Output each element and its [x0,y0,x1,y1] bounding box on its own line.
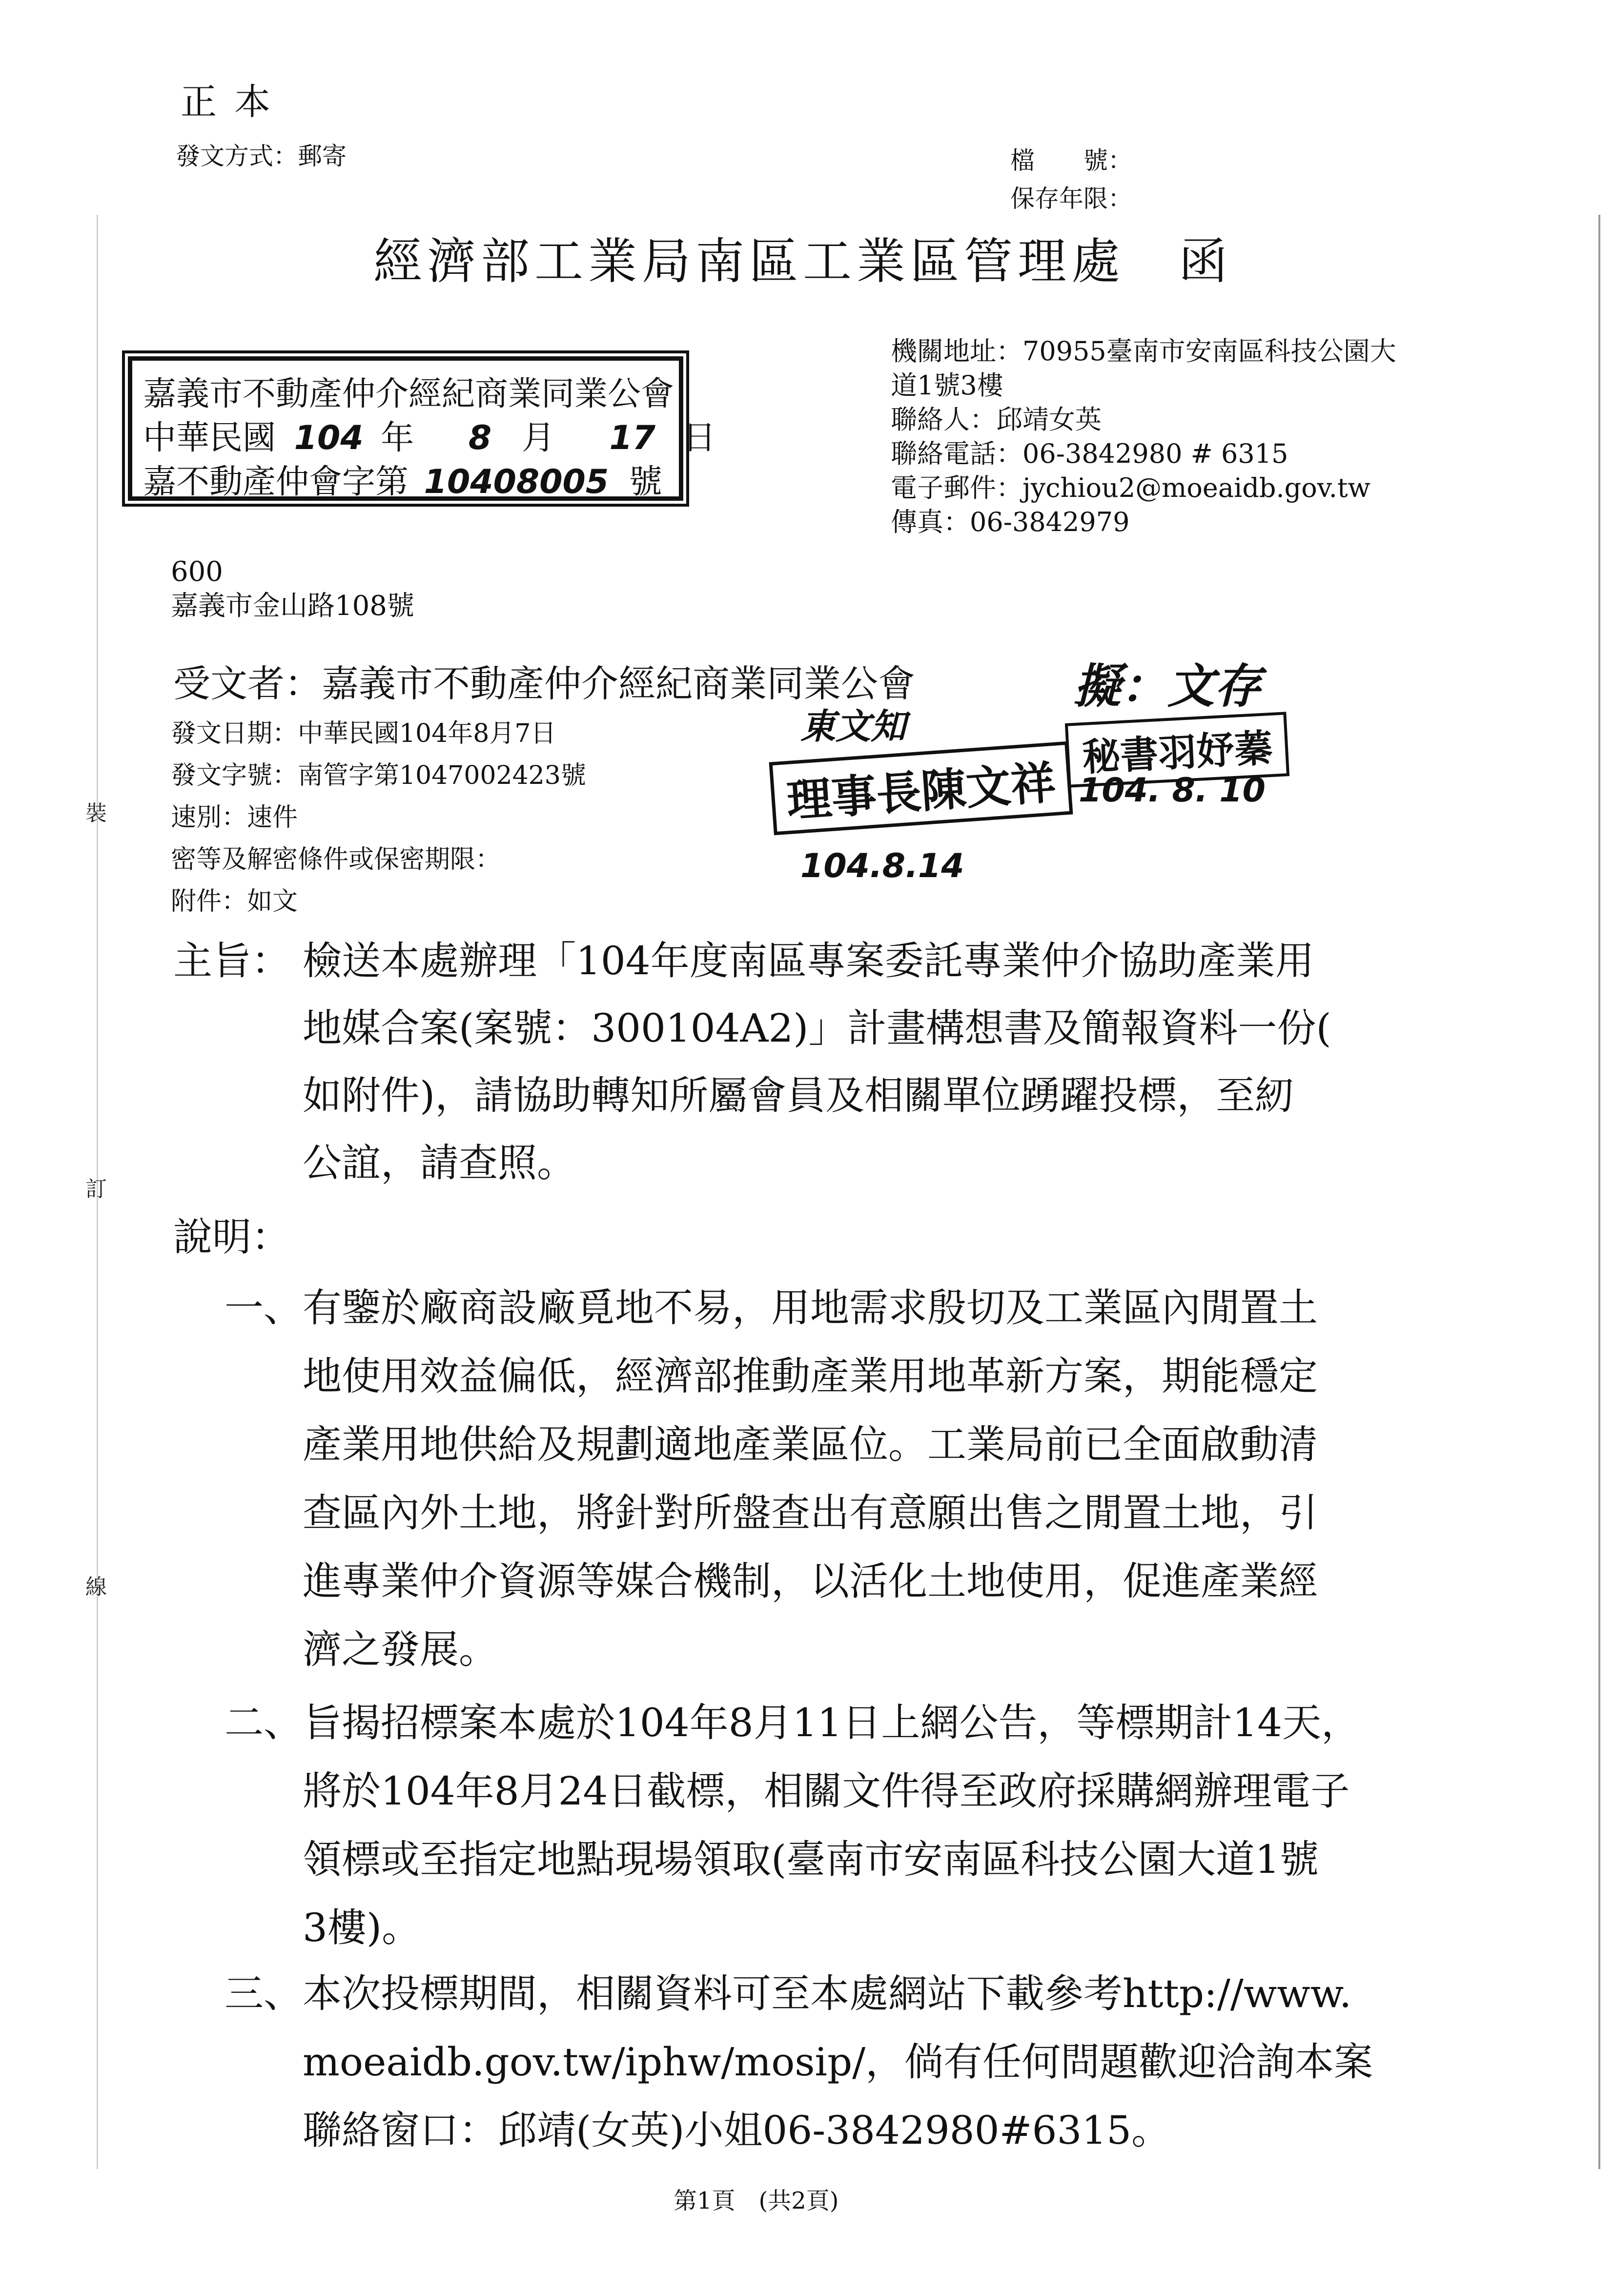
receipt-stamp [128,356,716,501]
item-body [303,1960,1373,2165]
recipient: 受文者：嘉義市不動產仲介經紀商業同業公會 [173,662,915,705]
item-line: 產業用地供給及規劃適地產業區位。工業局前已全面啟動清 [303,1422,1318,1467]
send-method: 發文方式：郵寄 [176,142,347,170]
item-line: 3樓)。 [303,1905,421,1950]
purpose-section [173,927,1331,1186]
margin-mark-zhuang: 裝 [85,801,107,826]
handwritten-date-2: 104.8.14 [800,847,964,885]
purpose-body [303,927,1331,1197]
purpose-line: 檢送本處辦理「104年度南區專案委託專業仲介協助產業用 [303,938,1314,984]
receipt-stamp-date: 中華民國 104 年 8 月 17 日 [143,419,716,457]
receipt-stamp-org: 嘉義市不動產仲介經紀商業同業公會 [143,375,674,413]
item-line: 將於104年8月24日截標，相關文件得至政府採購網辦理電子 [303,1768,1350,1814]
item-body [303,1689,1360,1962]
agency-phone: 聯絡電話：06-3842980 # 6315 [891,438,1288,469]
copy-label: 正本 [181,81,288,123]
attachment: 附件：如文 [171,887,298,916]
issue-date: 發文日期：中華民國104年8月7日 [171,719,556,748]
margin-mark-ding: 訂 [85,1177,107,1202]
purpose-line: 地媒合案(案號：300104A2)」計畫構想書及簡報資料一份( [303,1005,1331,1051]
document-meta [171,713,586,922]
secretary-stamp: 秘書羽妤蓁 [1065,712,1289,788]
item-line: 進專業仲介資源等媒合機制，以活化土地使用，促進產業經 [303,1558,1318,1604]
item-line: 本次投標期間，相關資料可至本處網站下載參考http://www. [303,1971,1352,2016]
item-line: 有鑒於廠商設廠覓地不易，用地需求殷切及工業區內閒置土 [303,1285,1318,1331]
agency-address-line2: 道1號3樓 [891,370,1003,401]
item-number: 二、 [225,1700,303,1745]
item-line: 查區內外土地，將針對所盤查出有意願出售之閒置土地，引 [303,1490,1318,1536]
item-line: 濟之發展。 [303,1627,498,1672]
page-edge-line-right [1598,215,1600,2169]
item-line: moeaidb.gov.tw/iphw/mosip/，倘有任何問題歡迎洽詢本案 [303,2039,1373,2085]
explanation-label: 說明： [173,1214,290,1260]
document-title: 經濟部工業局南區工業區管理處 函 [373,233,1232,290]
agency-contact: 聯絡人：邱靖女英 [891,404,1102,435]
purpose-label: 主旨： [173,938,290,984]
receipt-stamp-number: 嘉不動產仲會字第 10408005 號 [143,463,662,501]
purpose-line: 如附件)，請協助轉知所屬會員及相關單位踴躍投標，至紉 [303,1073,1294,1118]
page-footer: 第1頁 (共2頁) [674,2187,839,2214]
recipient-postal-code: 600 [171,556,223,588]
handwritten-note-2: 東文知 [800,706,906,747]
chairman-stamp: 理事長陳文祥 [769,741,1073,835]
agency-address-line1: 機關地址：70955臺南市安南區科技公園大 [891,336,1396,367]
file-number-label: 檔 號： [1010,146,1132,175]
handwritten-date-1: 104. 8. 10 [1079,771,1266,810]
item-body [303,1274,1318,1684]
document-number: 發文字號：南管字第1047002423號 [171,761,586,790]
item-line: 地使用效益偏低，經濟部推動產業用地革新方案，期能穩定 [303,1353,1318,1399]
retention-label: 保存年限： [1010,184,1132,213]
item-line: 旨揭招標案本處於104年8月11日上網公告，等標期計14天， [303,1700,1361,1745]
agency-email: 電子郵件：jychiou2@moeaidb.gov.tw [891,472,1370,503]
item-line: 聯絡窗口：邱靖(女英)小姐06-3842980#6315。 [303,2108,1171,2153]
recipient-address: 嘉義市金山路108號 [171,590,414,622]
margin-mark-xian: 線 [85,1575,107,1599]
purpose-line: 公誼，請查照。 [303,1140,576,1186]
agency-fax: 傳真：06-3842979 [891,507,1130,537]
agency-info [891,334,1396,539]
file-meta [1010,142,1132,218]
item-number: 三、 [225,1971,303,2016]
item-line: 領標或至指定地點現場領取(臺南市安南區科技公園大道1號 [303,1837,1319,1882]
secrecy-level: 密等及解密條件或保密期限： [171,845,501,874]
delivery-speed: 速別：速件 [171,803,298,832]
handwritten-note-1: 擬：文存 [1074,659,1261,714]
item-number: 一、 [225,1285,303,1331]
